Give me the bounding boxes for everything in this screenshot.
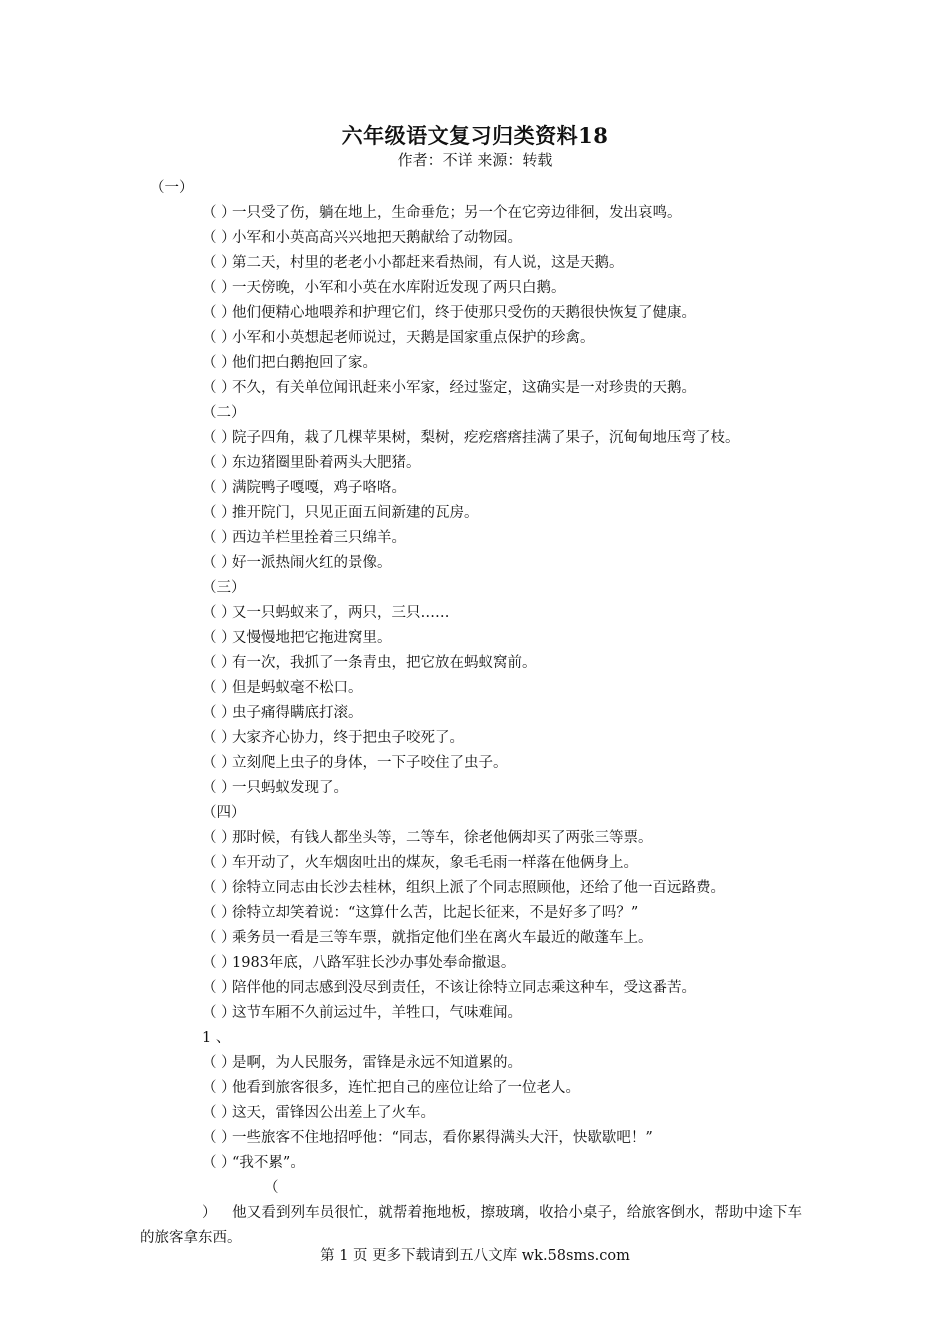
answer-blank[interactable]: （ ）	[202, 1105, 236, 1121]
sentence-item	[140, 626, 820, 651]
sentence-text: 一天傍晚，小军和小英在水库附近发现了两只白鹅。	[232, 280, 566, 296]
sentence-text: 小军和小英想起老师说过，天鹅是国家重点保护的珍禽。	[232, 330, 595, 346]
answer-blank[interactable]: （ ）	[202, 855, 236, 871]
section-header: （四）	[202, 805, 246, 821]
sentence-text: 立刻爬上虫子的身体，一下子咬住了虫子。	[232, 755, 508, 771]
sentence-text: 但是蚂蚁毫不松口。	[232, 680, 363, 696]
sentence-text: 满院鸭子嘎嘎，鸡子咯咯。	[232, 480, 406, 496]
answer-blank[interactable]: （ ）	[202, 430, 236, 446]
page-title: 六年级语文复习归类资料18	[341, 123, 609, 148]
answer-blank[interactable]: （ ）	[202, 705, 236, 721]
answer-blank[interactable]: （ ）	[202, 905, 236, 921]
sentence-text: 他又看到列车员很忙，就帮着拖地板，擦玻璃，收拾小桌子，给旅客倒水，帮助中途下车的旅客拿东西。	[140, 1205, 802, 1246]
sentence-item	[140, 1001, 820, 1026]
sentence-item	[140, 226, 820, 251]
answer-blank[interactable]: （ ）	[202, 680, 236, 696]
sentence-text: 是啊，为人民服务，雷锋是永远不知道累的。	[232, 1055, 522, 1071]
sentence-text: 乘务员一看是三等车票，就指定他们坐在离火车最近的敞蓬车上。	[232, 930, 653, 946]
sentence-item	[140, 651, 820, 676]
answer-blank[interactable]: （ ）	[202, 305, 236, 321]
answer-blank[interactable]: （ ）	[202, 280, 236, 296]
section-header: 1 、	[202, 1030, 231, 1046]
answer-blank[interactable]: （ ）	[202, 930, 236, 946]
sentence-item	[140, 251, 820, 276]
sentence-text: 推开院门，只见正面五间新建的瓦房。	[232, 505, 479, 521]
answer-blank[interactable]: （ ）	[202, 1130, 236, 1146]
section-header: （一）	[150, 180, 194, 196]
sentence-item	[140, 1101, 820, 1126]
sentence-item	[140, 876, 820, 901]
answer-blank[interactable]: （ ）	[202, 1055, 236, 1071]
sentence-text: 他们把白鹅抱回了家。	[232, 355, 377, 371]
answer-blank[interactable]: （ ）	[202, 530, 236, 546]
answer-blank[interactable]: （ ）	[202, 480, 236, 496]
sentence-text: 有一次，我抓了一条青虫，把它放在蚂蚁窝前。	[232, 655, 537, 671]
sentence-text: 徐特立却笑着说：“这算什么苦，比起长征来，不是好多了吗？”	[232, 905, 639, 921]
answer-blank[interactable]: （ ）	[202, 605, 236, 621]
sentence-item	[140, 776, 820, 801]
sentence-item	[140, 426, 820, 451]
sentence-item	[140, 1126, 820, 1151]
sentence-text: 第二天，村里的老老小小都赶来看热闹，有人说，这是天鹅。	[232, 255, 624, 271]
answer-blank[interactable]: （ ）	[202, 1005, 236, 1021]
answer-blank[interactable]: （ ）	[202, 630, 236, 646]
sentence-text: 一只受了伤，躺在地上，生命垂危；另一个在它旁边徘徊，发出哀鸣。	[232, 205, 682, 221]
answer-blank[interactable]: （ ）	[202, 880, 236, 896]
sentence-text: 院子四角，栽了几棵苹果树，梨树，疙疙瘩瘩挂满了果子，沉甸甸地压弯了枝。	[232, 430, 740, 446]
exercise-list	[140, 176, 820, 1251]
sentence-item	[140, 976, 820, 1001]
sentence-item	[140, 901, 820, 926]
sentence-item	[140, 476, 820, 501]
section-header: （三）	[202, 580, 246, 596]
sentence-item	[140, 676, 820, 701]
sentence-item	[140, 276, 820, 301]
sentence-text: 一只蚂蚁发现了。	[232, 780, 348, 796]
sentence-item	[140, 501, 820, 526]
sentence-text: 那时候，有钱人都坐头等，二等车，徐老他俩却买了两张三等票。	[232, 830, 653, 846]
sentence-item	[140, 926, 820, 951]
page-footer: 第 1 页 更多下载请到五八文库 wk.58sms.com	[320, 1248, 630, 1264]
sentence-text: 不久，有关单位闻讯赶来小军家，经过鉴定，这确实是一对珍贵的天鹅。	[232, 380, 696, 396]
sentence-item	[140, 701, 820, 726]
sentence-text: 东边猪圈里卧着两头大肥猪。	[232, 455, 421, 471]
answer-blank[interactable]: （ ）	[202, 980, 236, 996]
answer-blank[interactable]: （ ）	[202, 505, 236, 521]
answer-blank[interactable]: （ ）	[202, 1155, 236, 1171]
answer-blank[interactable]: （ ）	[202, 355, 236, 371]
answer-blank[interactable]: （ ）	[202, 830, 236, 846]
sentence-item	[140, 1176, 802, 1251]
sentence-item	[140, 301, 820, 326]
answer-blank[interactable]: （ ）	[202, 780, 236, 796]
answer-blank[interactable]: （ ）	[202, 205, 236, 221]
sentence-item	[140, 851, 820, 876]
answer-blank[interactable]: （ ）	[202, 955, 236, 971]
sentence-text: 虫子痛得瞒底打滚。	[232, 705, 363, 721]
sentence-text: 陪伴他的同志感到没尽到责任，不该让徐特立同志乘这种车，受这番苦。	[232, 980, 696, 996]
sentence-item	[140, 751, 820, 776]
sentence-item	[140, 1051, 820, 1076]
sentence-text: 大家齐心协力，终于把虫子咬死了。	[232, 730, 464, 746]
sentence-text: 这天，雷锋因公出差上了火车。	[232, 1105, 435, 1121]
sentence-text: 又一只蚂蚁来了，两只，三只……	[232, 605, 450, 621]
sentence-item	[140, 1076, 820, 1101]
answer-blank[interactable]: （ ）	[202, 730, 236, 746]
answer-blank[interactable]: （ ）	[202, 755, 236, 771]
answer-blank[interactable]: （ ）	[202, 1180, 279, 1221]
author-source-line: 作者：不详 来源：转载	[397, 151, 553, 169]
sentence-item	[140, 376, 820, 401]
sentence-item	[140, 526, 820, 551]
section-header: （二）	[202, 405, 246, 421]
sentence-text: 他们便精心地喂养和护理它们，终于使那只受伤的天鹅很快恢复了健康。	[232, 305, 696, 321]
answer-blank[interactable]: （ ）	[202, 455, 236, 471]
sentence-item	[140, 326, 820, 351]
sentence-text: 他看到旅客很多，连忙把自己的座位让给了一位老人。	[232, 1080, 580, 1096]
answer-blank[interactable]: （ ）	[202, 255, 236, 271]
sentence-text: 小军和小英高高兴兴地把天鹅献给了动物园。	[232, 230, 522, 246]
sentence-text: 车开动了，火车烟囱吐出的煤灰，象毛毛雨一样落在他俩身上。	[232, 855, 638, 871]
sentence-item	[140, 551, 820, 576]
sentence-text: 徐特立同志由长沙去桂林，组织上派了个同志照顾他，还给了他一百远路费。	[232, 880, 725, 896]
answer-blank[interactable]: （ ）	[202, 380, 236, 396]
sentence-text: 1983年底，八路军驻长沙办事处奉命撤退。	[232, 955, 516, 971]
sentence-item	[140, 201, 820, 226]
answer-blank[interactable]: （ ）	[202, 555, 236, 571]
sentence-text: 西边羊栏里拴着三只绵羊。	[232, 530, 406, 546]
sentence-text: 又慢慢地把它拖进窝里。	[232, 630, 392, 646]
sentence-text: 这节车厢不久前运过牛，羊牲口，气味难闻。	[232, 1005, 522, 1021]
sentence-item	[140, 826, 820, 851]
sentence-text: 一些旅客不住地招呼他：“同志，看你累得满头大汗，快歇歇吧！”	[232, 1130, 653, 1146]
sentence-item	[140, 351, 820, 376]
sentence-text: 好一派热闹火红的景像。	[232, 555, 392, 571]
answer-blank[interactable]: （ ）	[202, 230, 236, 246]
sentence-item	[140, 951, 820, 976]
sentence-item	[140, 451, 820, 476]
answer-blank[interactable]: （ ）	[202, 655, 236, 671]
sentence-item	[140, 726, 820, 751]
answer-blank[interactable]: （ ）	[202, 1080, 236, 1096]
sentence-item	[140, 1151, 820, 1176]
sentence-item	[140, 601, 820, 626]
sentence-text: “我不累”。	[232, 1155, 305, 1171]
answer-blank[interactable]: （ ）	[202, 330, 236, 346]
